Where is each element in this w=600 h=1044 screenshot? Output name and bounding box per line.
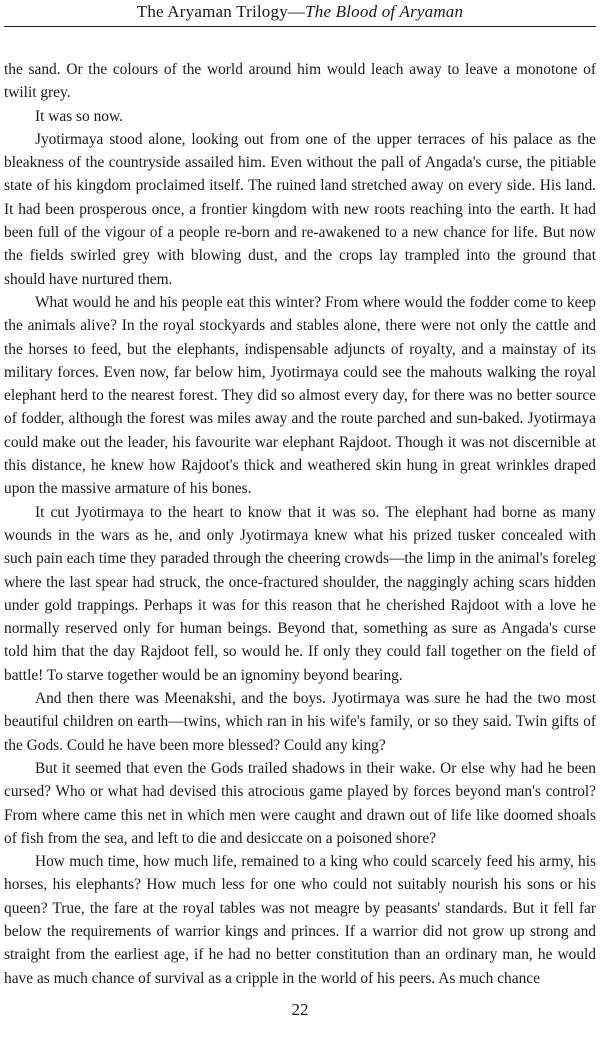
paragraph-2: It was so now. (35, 107, 123, 125)
paragraph-6: And then there was Meenakshi, and the boys. Jyotirmaya was sure he had the two most beautiful children on earth—twins, which ran in his wife's family, or so they said. Twin gifts of the Gods. Could he have been more blessed? Could any king? (4, 690, 596, 754)
paragraph-3: Jyotirmaya stood alone, looking out from one of the upper terraces of his palace as the bleakness of the countryside assailed him. Even without the pall of Angada's curse, the pitiable state of his kingdom proclaimed itself. The ruined land stretched away on every side. His land. It had been prosperous once, a frontier kingdom with new roots reaching into the earth. It had been full of the vigour of a people re-born and re-awakened to a new chance for life. But now the fields swirled grey with blowing dust, and the crops lay trampled into the ground that should have nurtured them. (4, 130, 596, 288)
series-title: The Aryaman Trilogy— (136, 2, 306, 21)
running-header (0, 2, 600, 22)
body-text (4, 58, 596, 990)
paragraph-1: the sand. Or the colours of the world around him would leach away to leave a monotone of twilit grey. (4, 61, 596, 102)
paragraph-7: But it seemed that even the Gods trailed shadows in their wake. Or else why had he been cursed? Who or what had devised this atrocious game played by forces beyond man's control? From where came this net in which men were caught and drawn out of life like doomed shoals of fish from the sea, and left to die and desiccate on a poisoned shore? (4, 759, 596, 847)
paragraph-8: How much time, how much life, remained to a king who could scarcely feed his army, his horses, his elephants? How much less for one who could not suitably nourish his sons or his queen? True, the fare at the royal tables was not meagre by peasants' standards. But it fell far below the requirements of warrior kings and princes. If a warrior did not grow up strong and straight from the earliest age, if he had no better constitution than an ordinary man, he would have as much chance of survival as a cripple in the world of his peers. As much chance (4, 853, 596, 987)
book-title: The Blood of Aryaman (305, 2, 464, 21)
paragraph-5: It cut Jyotirmaya to the heart to know that it was so. The elephant had borne as many wounds in the wars as he, and only Jyotirmaya knew what his prized tusker concealed with such pain each time they paraded through the cheering crowds—the limp in the animal's foreleg where the last spear had struck, the once-fractured shoulder, the naggingly aching scars hidden under gold trappings. Perhaps it was for this reason that he cherished Rajdoot with a love he normally reserved only for human beings. Beyond that, something as sure as Angada's curse told him that the day Rajdoot fell, so would he. If only they could fall together on the field of battle! To starve together would be an ignominy beyond bearing. (4, 503, 596, 684)
paragraph-4: What would he and his people eat this winter? From where would the fodder come to keep the animals alive? In the royal stockyards and stables alone, there were not only the cattle and the horses to feed, but the elephants, indispensable adjuncts of royalty, and a mainstay of its military forces. Even now, far below him, Jyotirmaya could see the mahouts walking the royal elephant herd to the nearest forest. They did so almost every day, for there was no better source of fodder, although the forest was miles away and the route parched and sun-baked. Jyotirmaya could make out the leader, his favourite war elephant Rajdoot. Though it was not discernible at this distance, he knew how Rajdoot's thick and weathered skin hung in great wrinkles draped upon the massive armature of his bones. (4, 293, 596, 498)
header-rule (4, 26, 596, 27)
page-number: 22 (291, 1000, 309, 1019)
